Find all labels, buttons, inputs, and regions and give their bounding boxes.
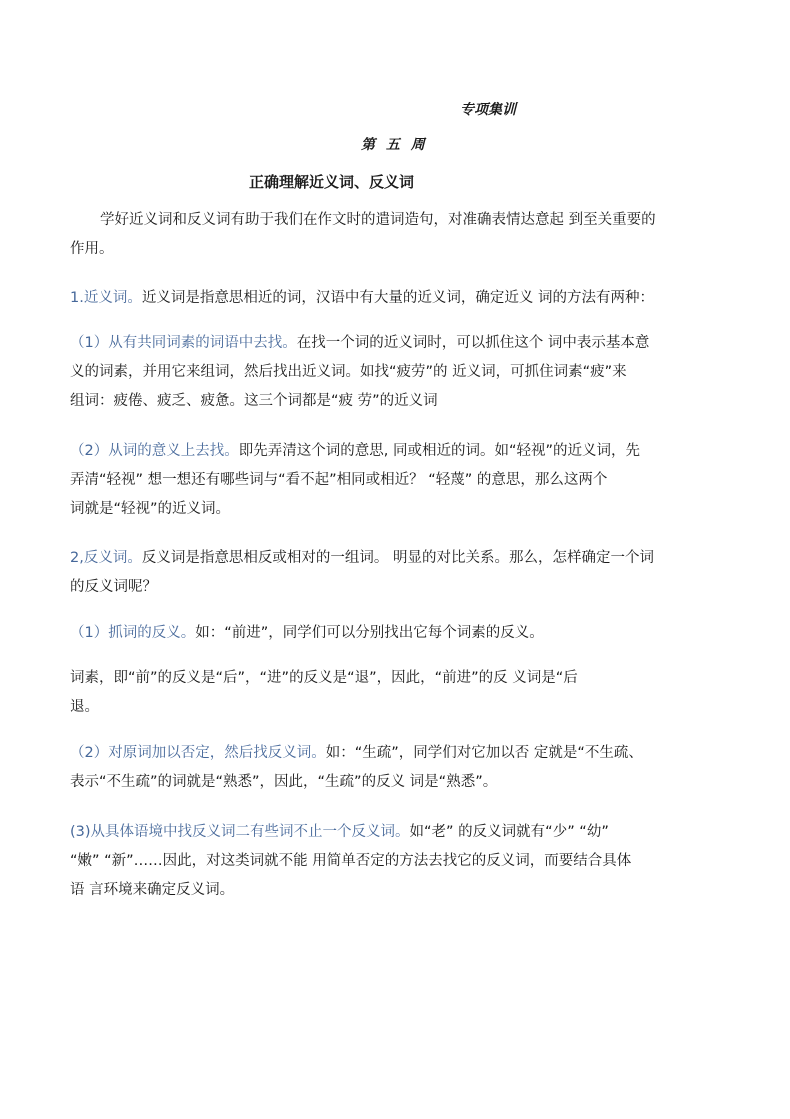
method3-continuation — [70, 664, 725, 722]
method3b-line: 词素，即“前”的反义是“后”，“进”的反义是“退”，因此，“前进”的反 义词是“后 — [70, 670, 578, 686]
page-title: 正确理解近义词、反义词 — [249, 173, 415, 191]
method2-heading: （2）从词的意义上去找。 — [70, 443, 239, 459]
method1-line: 义的词素，并用它来组词，然后找出近义词。如找“疲劳”的 近义词，可抓住词素“疲”来 — [70, 364, 627, 380]
method5-text: 如“老” 的反义词就有“少” “幼” — [409, 824, 609, 840]
method2-text: 即先弄清这个词的意思, 同或相近的词。如“轻视”的近义词，先 — [238, 443, 640, 459]
synonym-paragraph — [70, 284, 725, 313]
antonym-heading: 2,反义词。 — [70, 550, 142, 566]
synonym-heading: 1.近义词。 — [70, 290, 142, 306]
method5-line: “嫩” “新”……因此，对这类词就不能 用简单否定的方法去找它的反义词，而要结合具体 — [70, 853, 632, 869]
method2-line: 词就是“轻视”的近义词。 — [70, 501, 231, 517]
method4-paragraph — [70, 739, 725, 797]
method3-paragraph — [70, 619, 725, 648]
method5-heading: (3)从具体语境中找反义词二有些词不止一个反义词。 — [70, 824, 410, 840]
method1-heading: （1）从有共同词素的词语中去找。 — [70, 335, 297, 351]
method1-paragraph — [70, 329, 725, 416]
series-label: 专项集训 — [460, 102, 516, 118]
method2-line: 弄清“轻视” 想一想还有哪些词与“看不起”相同或相近？ “轻蔑” 的意思，那么这两个 — [70, 472, 608, 488]
intro-line: 学好近义词和反义词有助于我们在作文时的遣词造句，对准确表情达意起 到至关重要的 — [100, 212, 656, 228]
method4-text: 如：“生疏”，同学们对它加以否 定就是“不生疏、 — [325, 745, 643, 761]
method4-line: 表示“不生疏”的词就是“熟悉”，因此，“生疏”的反义 词是“熟悉”。 — [70, 774, 498, 790]
method5-line: 语 言环境来确定反义词。 — [70, 882, 235, 898]
method4-heading: （2）对原词加以否定，然后找反义词。 — [70, 745, 326, 761]
method1-line: 组词：疲倦、疲乏、疲惫。这三个词都是“疲 劳”的近义词 — [70, 393, 438, 409]
intro-paragraph — [70, 206, 725, 264]
method1-text: 在找一个词的近义词时，可以抓住这个 词中表示基本意 — [296, 335, 650, 351]
antonym-line: 的反义词呢？ — [70, 579, 157, 595]
method5-paragraph — [70, 818, 725, 905]
method3-text: 如：“前进”，同学们可以分别找出它每个词素的反义。 — [195, 625, 544, 641]
synonym-text: 近义词是指意思相近的词，汉语中有大量的近义词，确定近义 词的方法有两种： — [141, 290, 654, 306]
intro-line: 作用。 — [70, 241, 114, 257]
method2-paragraph — [70, 437, 725, 524]
week-label: 第 五 周 — [361, 137, 428, 153]
antonym-paragraph — [70, 544, 725, 602]
method3b-line: 退。 — [70, 699, 99, 715]
antonym-text: 反义词是指意思相反或相对的一组词。 明显的对比关系。那么，怎样确定一个词 — [141, 550, 654, 566]
method3-heading: （1）抓词的反义。 — [70, 625, 196, 641]
